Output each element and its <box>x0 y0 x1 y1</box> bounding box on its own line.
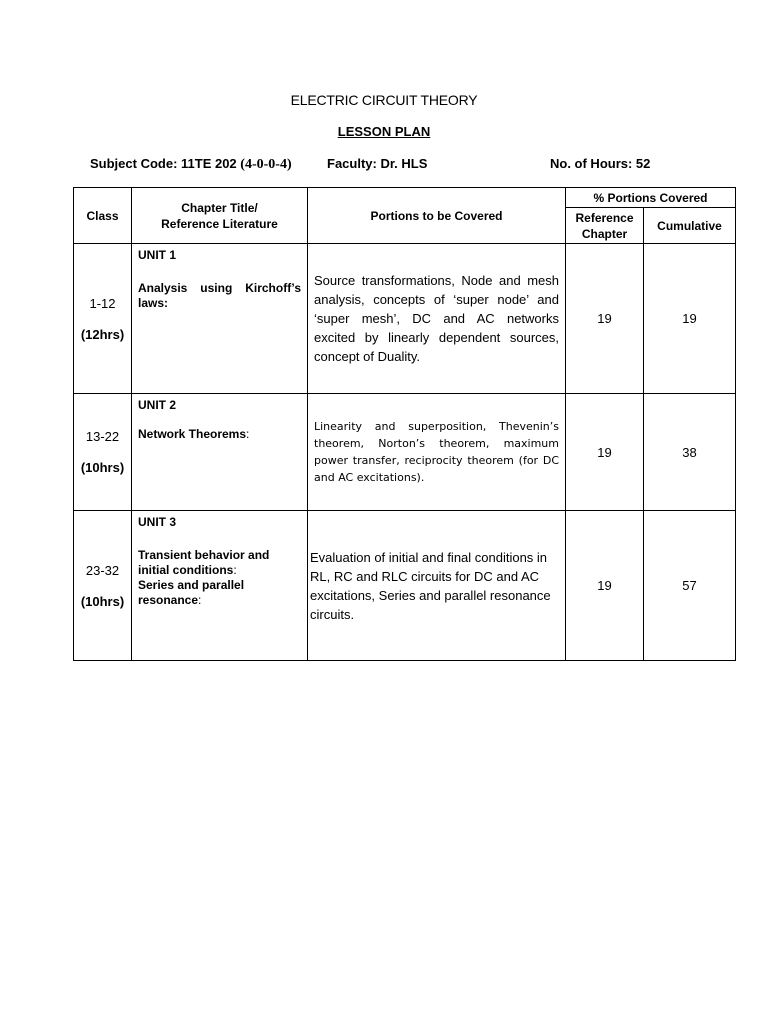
chapter-title: Network Theorems <box>138 427 247 441</box>
header-portions: Portions to be Covered <box>308 188 566 244</box>
class-range: 1-12 <box>89 295 116 311</box>
chapter-title: Transient behavior and initial conditions <box>138 548 270 577</box>
header-chapter-line1: Chapter Title/ <box>181 200 258 215</box>
class-hours: (10hrs) <box>80 460 125 475</box>
portions-cell: Evaluation of initial and final conditions in RL, RC and RLC circuits for DC and AC excitations, Series and parallel resonance circuits. <box>308 511 566 661</box>
table-row <box>74 511 736 661</box>
document-title: ELECTRIC CIRCUIT THEORY <box>290 92 478 108</box>
reference-chapter-cell: 19 <box>566 511 644 661</box>
chapter-title: Analysis using Kirchoff’s laws: <box>138 281 301 310</box>
chapter-extra-wrap: Series and parallel resonance: <box>138 578 245 607</box>
table-row <box>74 244 736 394</box>
unit-label: UNIT 2 <box>138 398 177 412</box>
cumulative-cell: 57 <box>644 511 736 661</box>
cumulative-cell: 19 <box>644 244 736 394</box>
header-reference-chapter <box>566 208 644 244</box>
class-range: 13-22 <box>85 429 120 444</box>
chapter-title-wrap: Network Theorems: <box>138 427 250 441</box>
class-range: 23-32 <box>85 562 120 578</box>
header-ref-line2: Chapter <box>581 226 628 241</box>
reference-chapter-cell: 19 <box>566 394 644 511</box>
total-hours: No. of Hours: 52 <box>550 156 651 171</box>
reference-chapter-cell: 19 <box>566 244 644 394</box>
subject-code-label: Subject Code: 11TE 202 <box>90 156 237 171</box>
header-cumulative: Cumulative <box>644 208 736 244</box>
lesson-plan-heading: LESSON PLAN <box>337 124 431 139</box>
unit-label: UNIT 1 <box>138 248 177 262</box>
subject-credit: (4-0-0-4) <box>240 157 292 172</box>
class-hours: (10hrs) <box>80 593 125 609</box>
lesson-plan-table <box>73 187 736 661</box>
portions-cell: Source transformations, Node and mesh analysis, concepts of ‘super node’ and ‘super mesh’, DC and AC networks excited by linearly dependent sources, concept of Duality. <box>308 244 566 394</box>
portions-cell: Linearity and superposition, Thevenin’s theorem, Norton’s theorem, maximum power transfer, reciprocity theorem (for DC and AC excitations). <box>308 394 566 511</box>
chapter-title-wrap: Transient behavior and initial conditions: <box>138 548 270 577</box>
class-hours: (12hrs) <box>80 326 125 342</box>
table-row <box>74 394 736 511</box>
faculty: Faculty: Dr. HLS <box>327 156 428 171</box>
unit-label: UNIT 3 <box>138 515 177 529</box>
chapter-cell <box>132 511 308 661</box>
header-chapter-line2: Reference Literature <box>161 216 278 231</box>
header-percent-covered: % Portions Covered <box>566 188 736 208</box>
chapter-cell <box>132 394 308 511</box>
class-cell <box>74 244 132 394</box>
class-cell <box>74 394 132 511</box>
header-chapter <box>132 188 308 244</box>
cumulative-cell: 38 <box>644 394 736 511</box>
header-ref-line1: Reference <box>575 210 634 225</box>
class-cell <box>74 511 132 661</box>
chapter-cell <box>132 244 308 394</box>
header-class: Class <box>74 188 132 244</box>
chapter-extra: Series and parallel resonance <box>138 578 245 607</box>
subject-code <box>90 156 292 173</box>
